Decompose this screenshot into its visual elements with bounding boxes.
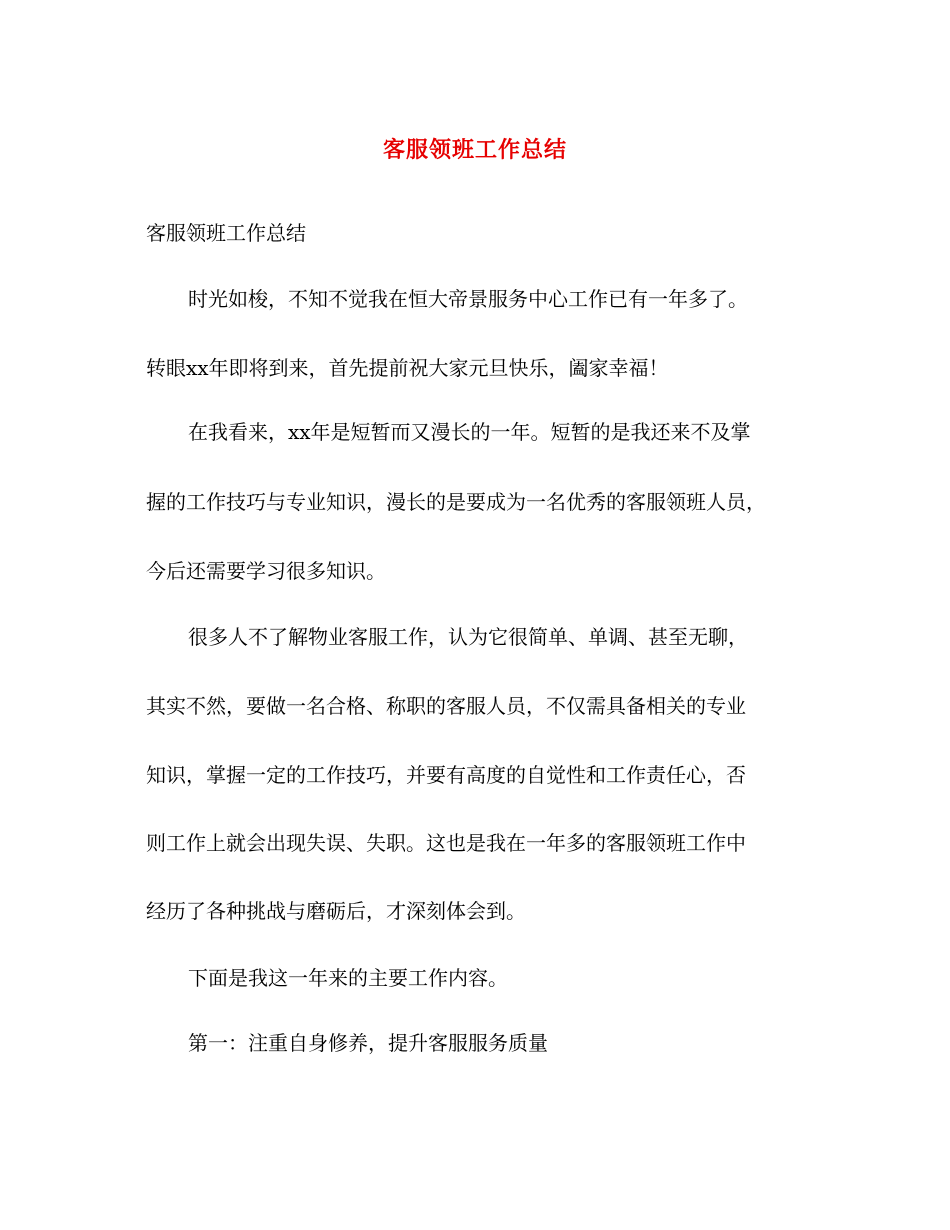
body-line: 知识，掌握一定的工作技巧，并要有高度的自觉性和工作责任心，否 [146,763,746,787]
body-line: 很多人不了解物业客服工作，认为它很简单、单调、甚至无聊， [188,625,748,649]
section-heading: 第一：注重自身修养，提升客服服务质量 [188,1031,548,1055]
body-line: 在我看来，xx年是短暂而又漫长的一年。短暂的是我还来不及掌 [188,420,751,444]
body-line: 经历了各种挑战与磨砺后，才深刻体会到。 [146,899,526,923]
document-title: 客服领班工作总结 [382,137,567,163]
subtitle-line: 客服领班工作总结 [146,221,306,245]
body-line: 其实不然，要做一名合格、称职的客服人员，不仅需具备相关的专业 [146,694,746,718]
body-line: 转眼xx年即将到来，首先提前祝大家元旦快乐，阖家幸福！ [146,356,669,380]
body-line: 今后还需要学习很多知识。 [146,559,386,583]
body-line: 握的工作技巧与专业知识，漫长的是要成为一名优秀的客服领班人员， [146,490,766,514]
body-line: 下面是我这一年来的主要工作内容。 [188,966,508,990]
body-line: 时光如梭，不知不觉我在恒大帝景服务中心工作已有一年多了。 [188,287,748,311]
body-line: 则工作上就会出现失误、失职。这也是我在一年多的客服领班工作中 [146,831,746,855]
